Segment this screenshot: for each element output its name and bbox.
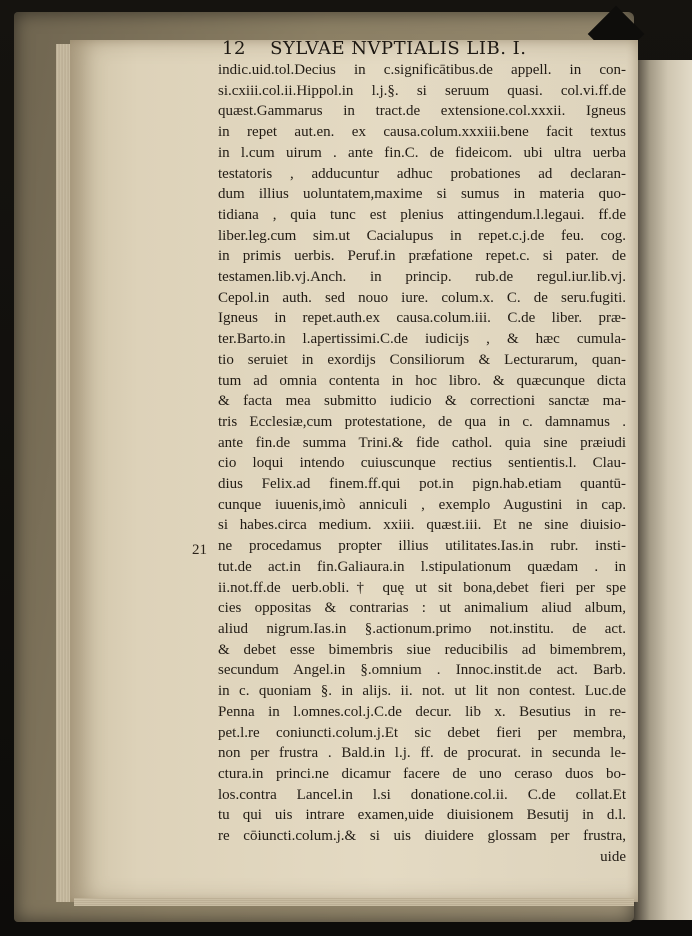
text-line: dius Felix.ad finem.ff.qui pot.in pign.hab.etiam quantū-: [218, 476, 626, 493]
running-title: SYLVAE NVPTIALIS LIB. I.: [270, 38, 527, 59]
text-line: cio loqui intendo cuiuscunque rectius sentientis.l. Clau-: [218, 455, 626, 472]
text-line: tio seruiet in exordijs Consiliorum & Lecturarum, quan-: [218, 351, 626, 368]
text-line: testamen.lib.vj.Anch. in princip. rub.de regul.iur.lib.vj.: [218, 269, 626, 286]
text-line: Igneus in repet.auth.ex causa.colum.iii. C.de liber. præ-: [218, 310, 626, 327]
text-line: secundum Angel.in §.omnium . Innoc.instit.de act. Barb.: [218, 662, 626, 679]
text-line: tu qui uis intrare examen,uide diuisionem Besutij in d.l.: [218, 807, 626, 824]
text-line: indic.uid.tol.Decius in c.significātibus.de appell. in con-: [218, 62, 626, 78]
text-line: ctura.in princi.ne dicamur facere de uno ceraso duos bo-: [218, 765, 626, 782]
text-line: pet.l.re coniuncti.colum.j.Et sic debet fieri per membra,: [218, 724, 626, 741]
text-line: quæst.Gammarus in tract.de extensione.col.xxxii. Igneus: [218, 103, 626, 120]
text-line: ii.not.ff.de uerb.obli.† quę ut sit bona,debet fieri per spe: [218, 579, 626, 596]
text-line: ne procedamus propter illius utilitates.Ias.in rubr. insti-: [218, 538, 626, 555]
text-line: testatoris , adducuntur adhuc probationes ad declaran-: [218, 165, 626, 182]
text-line: Cepol.in auth. sed nouo iure. colum.x. C. de seru.fugiti.: [218, 289, 626, 306]
text-line: in repet aut.en. ex causa.colum.xxxiii.bene facit textus: [218, 124, 626, 141]
text-line: in l.cum uirum . ante fin.C. de fideicom. ubi ultra uerba: [218, 144, 626, 161]
text-line: & facta mea submitto iudicio & correctioni sanctæ ma-: [218, 393, 626, 410]
page-number: 12: [222, 38, 246, 59]
text-line: si habes.circa medium. xxiii. quæst.iii. Et ne sine diuisio-: [218, 517, 626, 534]
text-line: uide: [600, 848, 626, 865]
text-line: tum ad omnia contenta in hoc libro. & quæcunque dicta: [218, 372, 626, 389]
text-line: los.contra Lancel.in l.si donatione.col.ii. C.de collat.Et: [218, 786, 626, 803]
text-line: ante fin.de summa Trini.& fide cathol. quia sine præiudi: [218, 434, 626, 451]
text-line: in c. quoniam §. in alijs. ii. not. ut lit non contest. Luc.de: [218, 683, 626, 700]
running-head: [222, 38, 622, 59]
text-line: tidiana , quia tunc est plenius attingendum.l.legaui. ff.de: [218, 206, 626, 223]
facing-page-edge: [632, 60, 692, 920]
text-line: cies oppositas & contrarias : ut animalium aliud album,: [218, 600, 626, 617]
text-line: in primis uerbis. Peruf.in præfatione repet.c. si pater. de: [218, 248, 626, 265]
page-bottom-edge: [74, 898, 634, 906]
text-line: cunque iuuenis,imò anniculi , exemplo Augustini in cap.: [218, 496, 626, 513]
text-line: & debet esse bimembris siue reducibilis ad bimembrem,: [218, 641, 626, 658]
text-line: liber.leg.cum sim.ut Cacialupus in repet.c.j.de feu. cog.: [218, 227, 626, 244]
text-line: tris Ecclesiæ,cum protestatione, de qua in c. damnamus .: [218, 413, 626, 430]
text-line: tut.de act.in fin.Galiaura.in l.stipulationum quædam . in: [218, 558, 626, 575]
text-line: re cōiuncti.colum.j.& si uis diuidere glossam per frustra,: [218, 828, 626, 845]
text-line: si.cxiii.col.ii.Hippol.in l.j.§. si seruum quasi. col.vi.ff.de: [218, 82, 626, 99]
margin-note: 21: [192, 542, 207, 558]
body-text: [218, 60, 626, 867]
text-line: dum illius uoluntatem,maxime si sumus in materia quo-: [218, 186, 626, 203]
text-line: aliud nigrum.Ias.in §.actionum.primo not.institu. de act.: [218, 620, 626, 637]
text-line: Penna in l.omnes.col.j.C.de decur. lib x. Besutius in re-: [218, 703, 626, 720]
text-line: non per frustra . Bald.in l.j. ff. de procurat. in secunda le-: [218, 745, 626, 762]
text-line: ter.Barto.in l.apertissimi.C.de iudicijs , & hæc cumula-: [218, 331, 626, 348]
